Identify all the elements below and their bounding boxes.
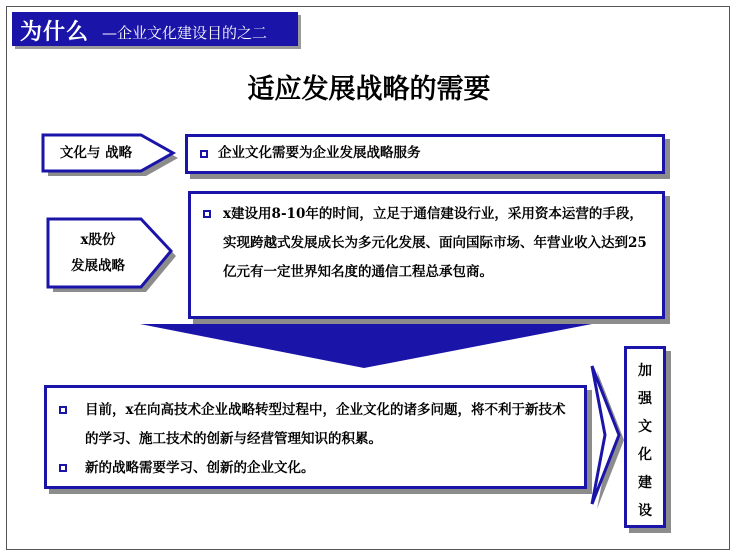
page-title: 适应发展战略的需要: [247, 74, 491, 105]
square-bullet-icon: [59, 406, 67, 414]
vertical-char: 加: [638, 363, 652, 379]
strengthen-culture-box: [624, 346, 666, 528]
statement-box-2: [188, 191, 665, 319]
list-item-2: 新的战略需要学习、创新的企业文化。: [85, 460, 315, 476]
vertical-char: 设: [638, 503, 652, 519]
statement-text-1: 企业文化需要为企业发展战略服务: [218, 145, 421, 161]
statement-box-1: [185, 134, 665, 174]
statement-box-3: [44, 385, 587, 489]
vertical-char: 文: [638, 419, 652, 435]
label-culture-strategy: 文化与 战略: [59, 145, 133, 161]
square-bullet-icon: [203, 210, 211, 218]
vertical-char: 建: [638, 475, 652, 491]
down-triangle-arrow: [140, 324, 592, 368]
list-item-1: 目前，x在向高技术企业战略转型过程中，企业文化的诸多问题，将不利于新技术的学习、施工技术的创新与经营管理知识的积累。: [85, 402, 566, 447]
header-title: 为什么: [20, 19, 90, 45]
label-company-name: x股份: [80, 232, 116, 248]
vertical-char: 强: [638, 391, 652, 407]
header-subtitle: —企业文化建设目的之二: [102, 24, 268, 42]
square-bullet-icon: [59, 464, 67, 472]
square-bullet-icon: [200, 150, 208, 158]
vertical-char: 化: [638, 447, 652, 463]
label-development-strategy: 发展战略: [71, 258, 125, 274]
statement-text-2: x建设用8-10年的时间，立足于通信建设行业，采用资本运营的手段，实现跨越式发展成长为多元化发展、面向国际市场、年营业收入达到25亿元有一定世界知名度的通信工程总承包商。: [223, 206, 647, 280]
